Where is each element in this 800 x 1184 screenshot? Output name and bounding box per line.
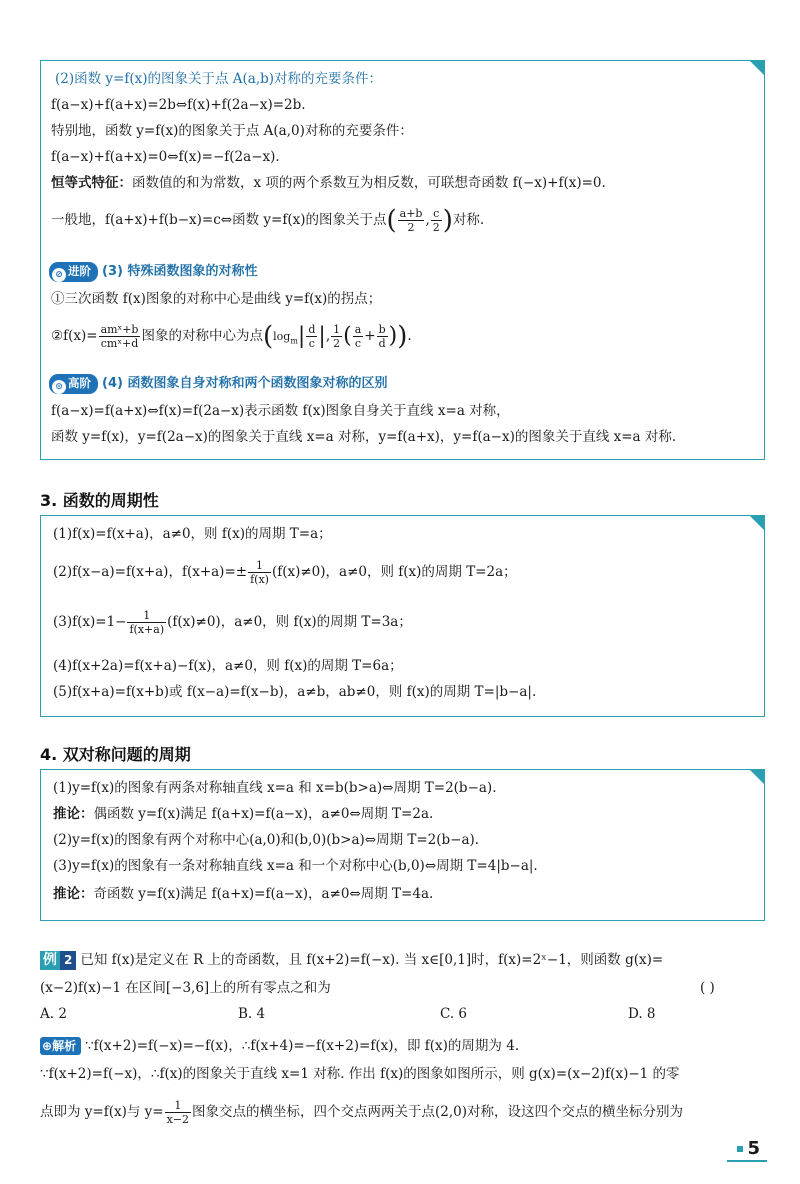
box-corner-decoration xyxy=(749,515,765,531)
box-corner-decoration xyxy=(749,60,765,76)
solution-line1: ⊕解析 ∵f(x+2)=f(−x)=−f(x)，∴f(x+4)=−f(x+2)=f(x)，即 f(x)的周期为 4. xyxy=(42,1038,520,1054)
option-d: D. 8 xyxy=(628,1006,656,1022)
section4-title: 4. 双对称问题的周期 xyxy=(40,745,191,764)
symmetry-point-formula: f(a−x)+f(a+x)=2b⇔f(x)+f(2a−x)=2b. xyxy=(51,97,306,113)
solution-line2: ∵f(x+2)=f(−x)，∴f(x)的图象关于直线 x=1 对称. 作出 f(x)的图象如图所示，则 g(x)=(x−2)f(x)−1 的零 xyxy=(40,1066,680,1082)
option-a: A. 2 xyxy=(40,1006,67,1022)
general-symmetry: 一般地，f(a+x)+f(b−x)=c⇔函数 y=f(x)的图象关于点( $\frac{a+b}{2}$ , $\frac{c}{2}$ )对称. xyxy=(51,205,485,236)
period-rule-4: (4)f(x+2a)=f(x+a)−f(x)，a≠0，则 f(x)的周期 T=6a； xyxy=(53,658,403,674)
solution-line3: 点即为 y=f(x)与 y= $\frac{1}{x-2}$ 图象交点的横坐标，四个交点两两关于点(2,0)对称，设这四个交点的横坐标分别为 xyxy=(40,1099,684,1126)
answer-paren: ( ) xyxy=(700,980,715,996)
page-underline xyxy=(727,1160,767,1162)
periodicity-box xyxy=(40,515,765,717)
period-rule-3: (3)f(x)=1− $\frac{1}{f(x+a)}$ (f(x)≠0)，a≠0，则 f(x)的周期 T=3a； xyxy=(53,609,412,636)
odd-corollary: 推论：奇函数 y=f(x)满足 f(a+x)=f(a−x)，a≠0⇔周期 T=4a. xyxy=(53,886,434,902)
high-badge: ⊙ 高阶 xyxy=(49,374,98,394)
example-question-line2: (x−2)f(x)−1 在区间[−3,6]上的所有零点之和为 xyxy=(40,980,331,996)
double-symmetry-box xyxy=(40,769,765,921)
section3-title: 3. 函数的周期性 xyxy=(40,491,159,510)
symmetry-box xyxy=(40,60,765,460)
cubic-symmetry: ①三次函数 f(x)图象的对称中心是曲线 y=f(x)的拐点； xyxy=(51,291,382,307)
symmetry-point-title: (2)函数 y=f(x)的图象关于点 A(a,b)对称的充要条件： xyxy=(55,71,383,87)
high-heading: ⊙ 高阶 (4) 函数图象自身对称和两个函数图象对称的区别 xyxy=(49,373,387,394)
advanced-icon: ⊘ xyxy=(52,268,66,282)
option-b: B. 4 xyxy=(238,1006,266,1022)
period-rule-1: (1)f(x)=f(x+a)，a≠0，则 f(x)的周期 T=a； xyxy=(53,526,332,542)
example-question-line1: 例 2 已知 f(x)是定义在 R 上的奇函数，且 f(x+2)=f(−x). 当 x∈[0,1]时，f(x)=2ˣ−1，则函数 g(x)= xyxy=(40,950,663,970)
mutual-symmetry: 函数 y=f(x)，y=f(2a−x)的图象关于直线 x=a 对称，y=f(a+x)，y=f(a−x)的图象关于直线 x=a 对称. xyxy=(51,429,677,445)
page-marker-icon xyxy=(737,1146,743,1152)
high-icon: ⊙ xyxy=(52,380,66,394)
page-number: 5 xyxy=(737,1138,760,1159)
advanced-badge: ⊘ 进阶 xyxy=(49,262,98,282)
identity-feature: 恒等式特征：函数值的和为常数，x 项的两个系数互为相反数，可联想奇函数 f(−x)+f(x)=0. xyxy=(51,175,606,191)
special-case-formula: f(a−x)+f(a+x)=0⇔f(x)=−f(2a−x). xyxy=(51,149,280,165)
special-case-text: 特别地，函数 y=f(x)的图象关于点 A(a,0)对称的充要条件： xyxy=(51,123,413,139)
period-rule-5: (5)f(x+a)=f(x+b)或 f(x−a)=f(x−b)，a≠b，ab≠0，则 f(x)的周期 T=|b−a|. xyxy=(53,684,537,700)
example-number: 2 xyxy=(60,951,76,970)
advanced-heading: ⊘ 进阶 (3) 特殊函数图象的对称性 xyxy=(49,261,257,282)
period-rule-2: (2)f(x−a)=f(x+a)，f(x+a)=± $\frac{1}{f(x)}$ (f(x)≠0)，a≠0，则 f(x)的周期 T=2a； xyxy=(53,559,517,586)
solution-badge: ⊕解析 xyxy=(40,1037,81,1055)
exponential-symmetry: ②f(x)= $\frac{\text{amˣ+b}}{\text{cmˣ+d}}$ 图象的对称中心为点($\log_m|$ $\frac{d}{c}$ |, $\frac{1}{2}$ ( $\frac{a}{c}$ + $\frac{b}{d}$ )). xyxy=(51,321,412,352)
self-symmetry: f(a−x)=f(a+x)⇔f(x)=f(2a−x)表示函数 f(x)图象自身关于直线 x=a 对称， xyxy=(51,403,510,419)
even-corollary: 推论：偶函数 y=f(x)满足 f(a+x)=f(a−x)，a≠0⇔周期 T=2a. xyxy=(53,806,434,822)
double-axis-rule: (1)y=f(x)的图象有两条对称轴直线 x=a 和 x=b(b>a)⇔周期 T=2(b−a). xyxy=(53,780,497,796)
magnifier-icon: ⊕ xyxy=(42,1039,53,1053)
option-c: C. 6 xyxy=(440,1006,468,1022)
axis-center-rule: (3)y=f(x)的图象有一条对称轴直线 x=a 和一个对称中心(b,0)⇔周期 T=4|b−a|. xyxy=(53,858,538,874)
example-tag: 例 xyxy=(40,951,60,970)
double-center-rule: (2)y=f(x)的图象有两个对称中心(a,0)和(b,0)(b>a)⇔周期 T=2(b−a). xyxy=(53,832,480,848)
box-corner-decoration xyxy=(749,769,765,785)
